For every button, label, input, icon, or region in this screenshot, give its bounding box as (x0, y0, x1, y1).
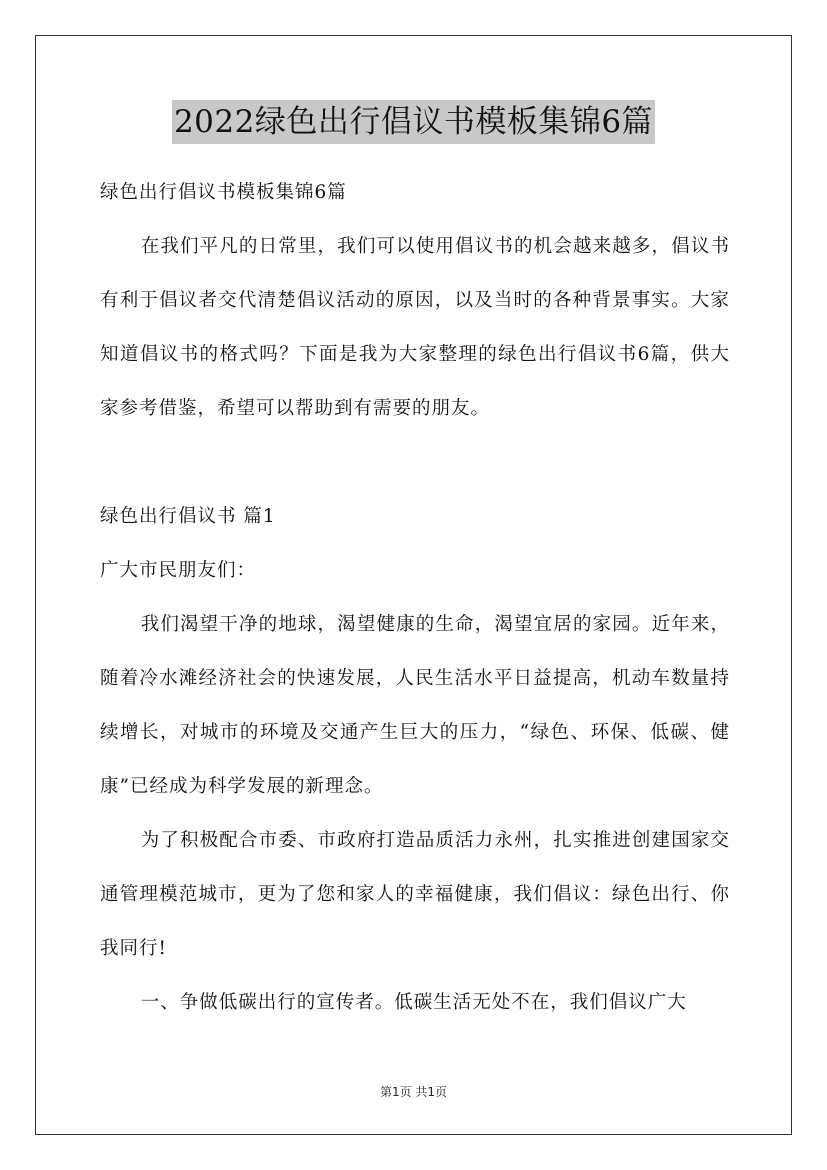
document-body (100, 166, 730, 1030)
page-footer: 第1页 共1页 (379, 1085, 448, 1099)
body-paragraph-3: 一、争做低碳出行的宣传者。低碳生活无处不在，我们倡议广大 (140, 992, 687, 1013)
title-container (0, 100, 827, 144)
intro-paragraph: 在我们平凡的日常里，我们可以使用倡议书的机会越来越多，倡议书有利于倡议者交代清楚倡议活动的原因，以及当时的各种背景事实。大家知道倡议书的格式吗？下面是我为大家整理的绿色出行倡议书6篇，供大家参考借鉴，希望可以帮助到有需要的朋友。 (100, 236, 730, 419)
document-subtitle: 绿色出行倡议书模板集锦6篇 (100, 182, 347, 203)
document-title: 2022绿色出行倡议书模板集锦6篇 (172, 100, 655, 144)
paragraph-gap (100, 436, 730, 490)
body-paragraph-2: 为了积极配合市委、市政府打造品质活力永州，扎实推进创建国家交通管理模范城市，更为了您和家人的幸福健康，我们倡议：绿色出行、你我同行! (100, 830, 730, 959)
section-heading: 绿色出行倡议书 篇1 (100, 506, 276, 527)
salutation: 广大市民朋友们： (100, 560, 257, 581)
body-paragraph-1: 我们渴望干净的地球，渴望健康的生命，渴望宜居的家园。近年来，随着冷水滩经济社会的快速发展，人民生活水平日益提高，机动车数量持续增长，对城市的环境及交通产生巨大的压力，“绿色、环保、低碳、健康”已经成为科学发展的新理念。 (100, 614, 730, 797)
